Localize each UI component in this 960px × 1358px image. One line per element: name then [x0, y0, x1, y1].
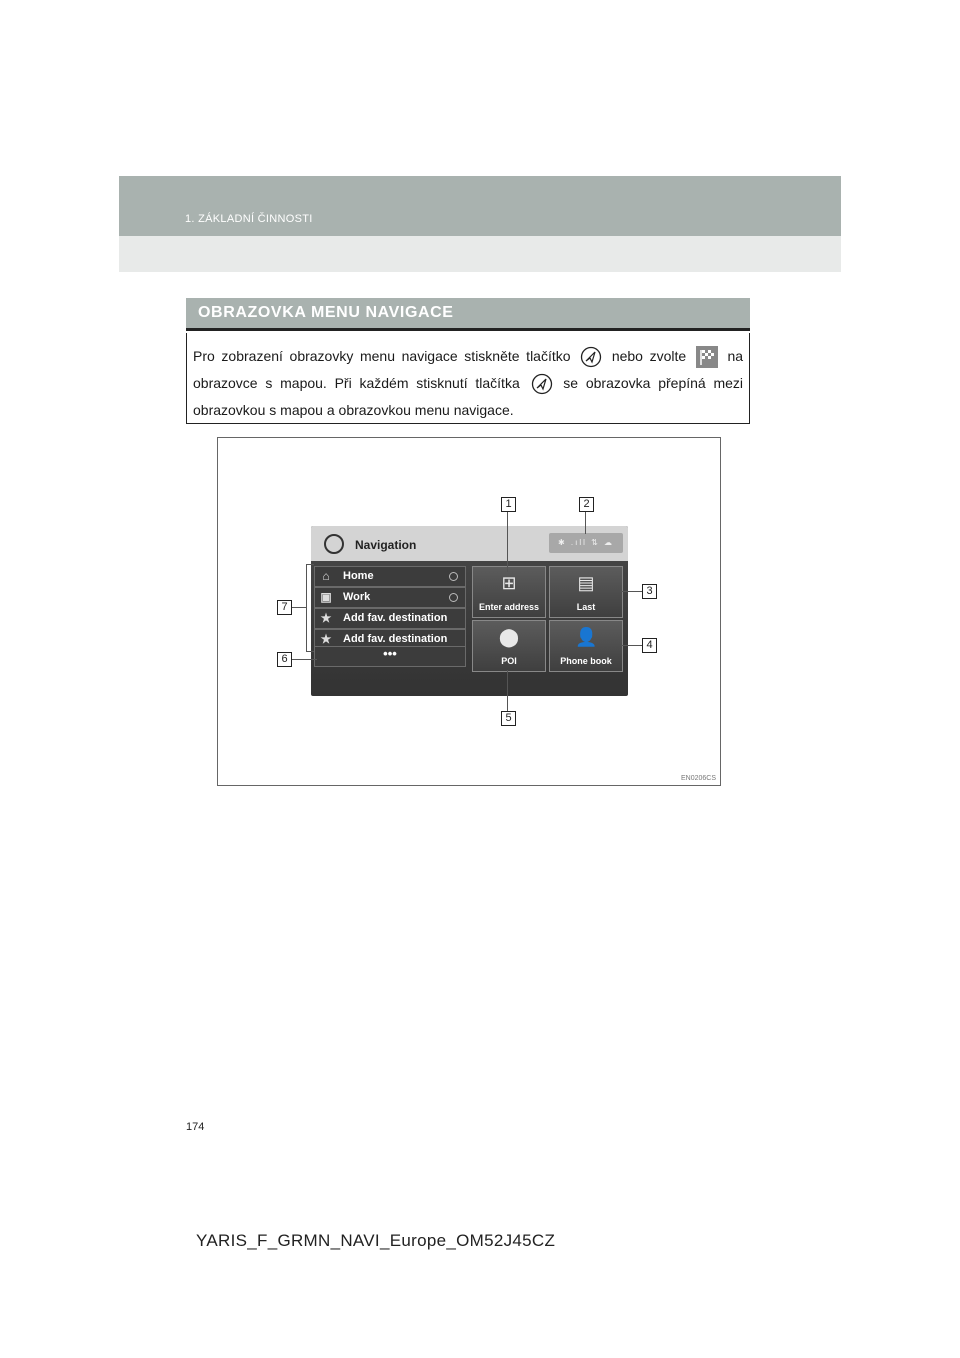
tile-label: Enter address — [478, 602, 540, 612]
callout-7: 7 — [277, 600, 292, 615]
navigation-icon — [324, 534, 344, 554]
list-item-label: Home — [343, 570, 374, 582]
leader-line-2 — [585, 510, 586, 534]
figure-navigation-menu — [217, 437, 721, 786]
leader-line-3 — [621, 591, 642, 592]
list-item-label: Add fav. destination — [343, 633, 448, 645]
poi-button[interactable] — [472, 620, 546, 672]
last-icon: ▤ — [577, 573, 595, 593]
list-item-add-fav-1[interactable] — [314, 608, 466, 629]
more-button[interactable]: ••• — [314, 646, 466, 667]
callout-2: 2 — [579, 497, 594, 512]
intro-part-2: nebo zvolte — [611, 348, 687, 364]
edit-dot-icon — [449, 593, 458, 602]
callout-6: 6 — [277, 652, 292, 667]
section-title: OBRAZOVKA MENU NAVIGACE — [198, 304, 454, 321]
intro-text — [193, 343, 743, 424]
figure-code: EN0206CS — [680, 775, 716, 782]
callout-1: 1 — [501, 497, 516, 512]
navigation-menu-screen — [311, 526, 628, 696]
document-id: YARIS_F_GRMN_NAVI_Europe_OM52J45CZ — [196, 1231, 556, 1250]
last-button[interactable] — [549, 566, 623, 618]
intro-part-1: Pro zobrazení obrazovky menu navigace stiskněte tlačítko — [193, 348, 571, 364]
phone-book-button[interactable] — [549, 620, 623, 672]
list-item-label: Work — [343, 591, 371, 603]
tile-label: Last — [576, 602, 596, 612]
section-title-bar — [186, 298, 750, 331]
header-subband — [119, 236, 841, 272]
leader-bracket-7-bottom — [306, 651, 314, 652]
phone-book-icon: 👤 — [575, 627, 598, 647]
list-item-work[interactable] — [314, 587, 466, 608]
edit-dot-icon — [449, 572, 458, 581]
home-icon: ⌂ — [322, 569, 330, 583]
briefcase-icon: ▣ — [320, 590, 332, 604]
leader-line-7 — [291, 607, 306, 608]
navigation-button-icon — [531, 373, 553, 395]
leader-line-1 — [507, 510, 508, 572]
header-band — [119, 176, 841, 236]
screen-title: Navigation — [355, 538, 417, 552]
callout-4: 4 — [642, 638, 657, 653]
checkered-flag-icon — [696, 346, 718, 368]
intro-part-3: na obrazovce s mapou. Při každém stisknutí tlačítka — [193, 348, 744, 391]
leader-bracket-7 — [306, 564, 307, 651]
star-icon: ★ — [320, 632, 332, 646]
leader-line-5 — [507, 670, 508, 711]
enter-address-icon: ⊞ — [501, 573, 517, 593]
callout-5: 5 — [501, 711, 516, 726]
poi-icon: ⬤ — [498, 627, 520, 647]
callout-3: 3 — [642, 584, 657, 599]
screen-header — [311, 526, 628, 561]
list-item-home[interactable] — [314, 566, 466, 587]
navigation-button-icon — [580, 346, 602, 368]
tile-label: Phone book — [560, 656, 612, 666]
page-number: 174 — [186, 1121, 205, 1133]
intro-box — [186, 333, 750, 424]
leader-bracket-7-top — [306, 564, 314, 565]
leader-line-6 — [291, 659, 317, 660]
status-bar: ✱ .ıll ⇅ ☁ — [549, 533, 623, 553]
tile-label: POI — [501, 656, 517, 666]
list-item-label: Add fav. destination — [343, 612, 448, 624]
enter-address-button[interactable] — [472, 566, 546, 618]
intro-part-4: se obrazovka přepíná mezi obrazovkou s mapou a obrazovkou menu navigace. — [193, 375, 744, 418]
star-icon: ★ — [320, 611, 332, 625]
chapter-title: 1. ZÁKLADNÍ ČINNOSTI — [185, 213, 313, 225]
leader-line-4 — [621, 645, 642, 646]
